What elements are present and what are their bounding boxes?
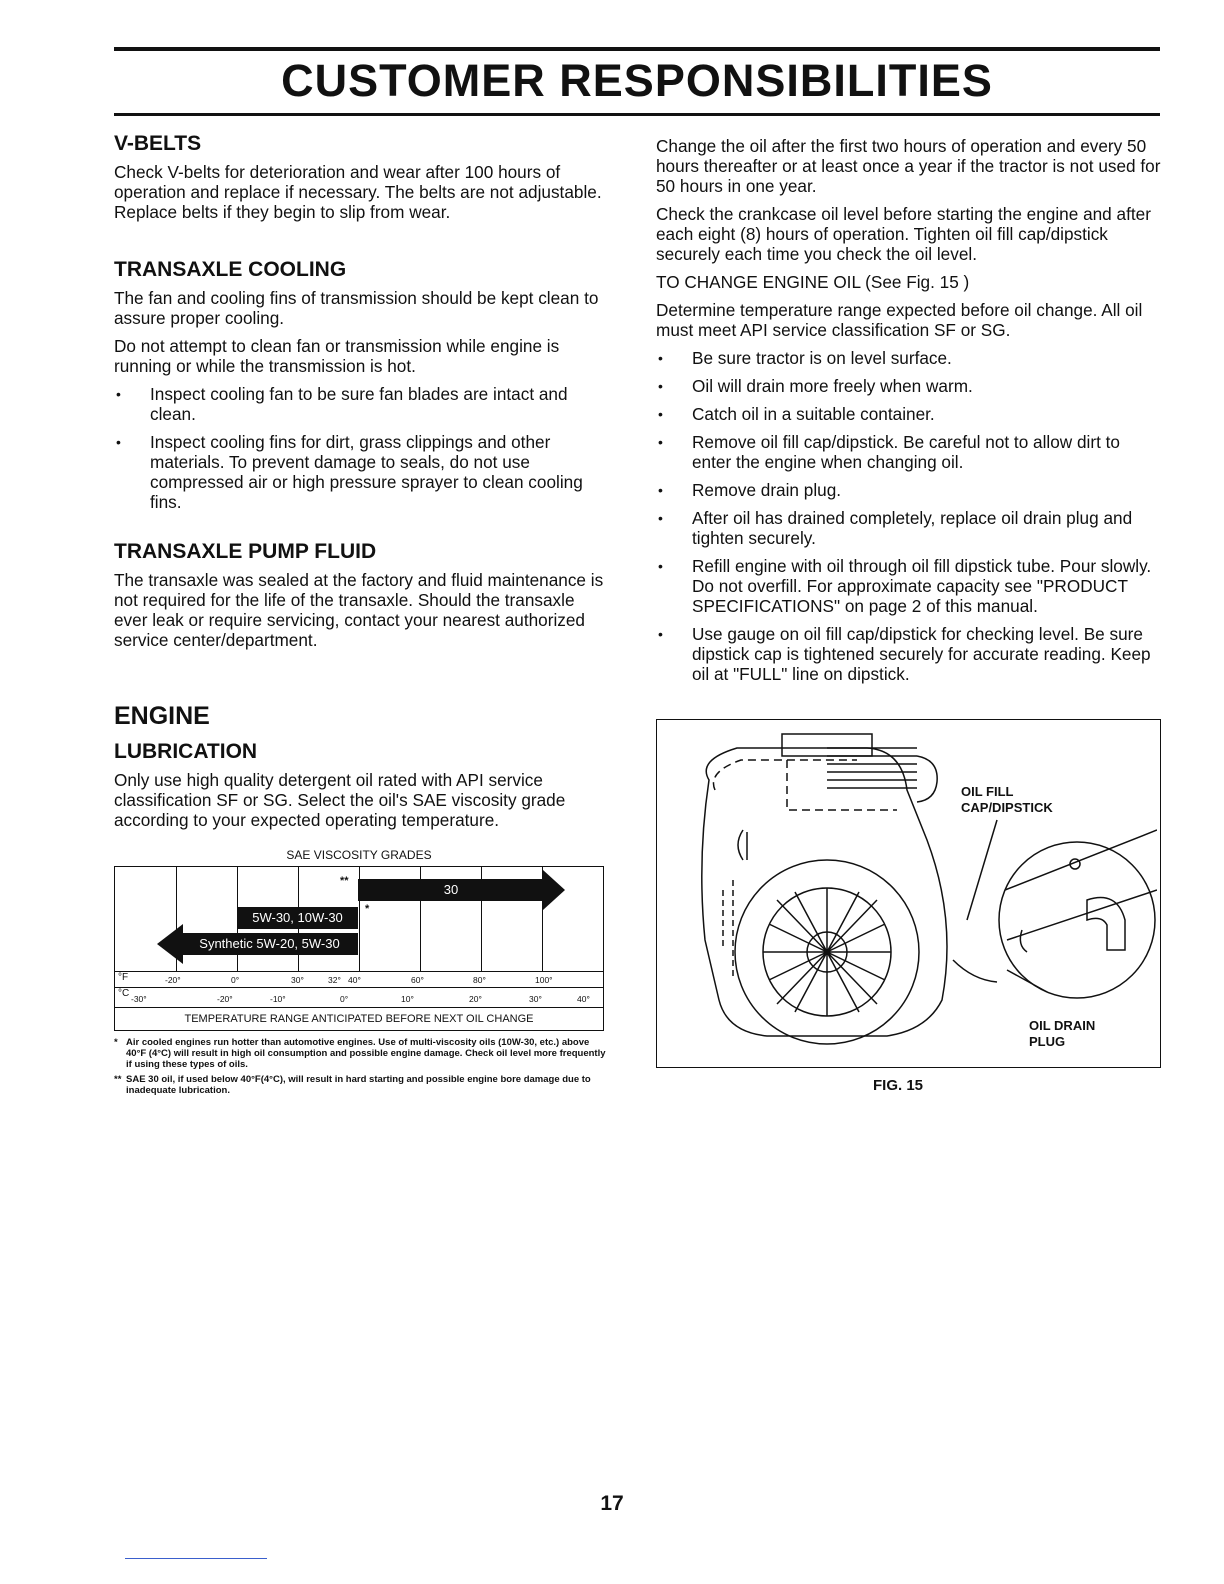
tick-label: -20° [217,994,233,1004]
title-rule-top [114,47,1160,51]
list-item: • Use gauge on oil fill cap/dipstick for checking level. Be sure dipstick cap is tightened securely for accurate reading. Keep oil at "FULL" line on dipstick. [656,624,1162,684]
oil-change-p1: Change the oil after the first two hours of operation and every 50 hours thereafter or at least once a year if the tractor is not used for 50 hours in one year. [656,136,1161,196]
note-item: ** SAE 30 oil, if used below 40°F(4°C), will result in hard starting and possible engine bore damage due to inadequate lubrication. [114,1074,591,1096]
cooling-p1: The fan and cooling fins of transmission should be kept clean to assure proper cooling. [114,288,599,328]
pump-text: The transaxle was sealed at the factory and fluid maintenance is not required for the life of the transaxle. Should the transaxle ever leak or require servicing, contact your nearest authorized service center/department. [114,570,604,650]
grid-line [115,1007,603,1008]
grid-line [115,971,603,972]
engine-heading: ENGINE [114,702,210,730]
grid-line [115,987,603,988]
page-number: 17 [600,1492,624,1515]
figure-caption: FIG. 15 [873,1077,924,1094]
celsius-unit: °C [118,988,130,999]
tick-label: -10° [270,994,286,1004]
oil-change-p2: Check the crankcase oil level before starting the engine and after each eight (8) hours of operation. Tighten oil fill cap/dipstick securely each time you check the oil level. [656,204,1151,264]
sae30-bar: 30 [358,879,544,901]
page-title: CUSTOMER RESPONSIBILITIES [281,55,993,106]
oil-drain-label: OIL DRAIN PLUG [1029,1018,1096,1049]
vbelts-heading: V-BELTS [114,132,202,155]
figure-15 [656,719,1161,1068]
tick-label: 32° [328,975,341,985]
viscosity-notes [114,1037,606,1096]
list-item: • Catch oil in a suitable container. [656,404,1162,424]
tick-label: 10° [401,994,414,1004]
tick-label: 100° [535,975,553,985]
cooling-p2: Do not attempt to clean fan or transmission while engine is running or while the transmission is hot. [114,336,560,376]
list-item: • Remove drain plug. [656,480,1162,500]
tick-label: 30° [529,994,542,1004]
list-item: • Oil will drain more freely when warm. [656,376,1162,396]
sae5w30-bar: 5W-30, 10W-30 [237,907,358,929]
note-item: * Air cooled engines run hotter than automotive engines. Use of multi-viscosity oils (10W-30, etc.) above 40°F (4°C) will result in high oil consumption and possible engine damage. Check oil level more frequently if using these types of oils. [114,1037,606,1070]
oil-change-bullets [656,348,1162,684]
tick-label: 40° [348,975,361,985]
vbelts-text: Check V-belts for deterioration and wear after 100 hours of operation and replace if necessary. The belts are not adjustable. Replace belts if they begin to slip from wear. [114,162,602,222]
cooling-bullets [114,384,606,512]
title-rule-bottom [114,113,1160,116]
left-column [114,132,606,1100]
oil-change-p4: Determine temperature range expected before oil change. All oil must meet API service classification SF or SG. [656,300,1143,340]
oil-fill-label: OIL FILL CAP/DIPSTICK [961,784,1053,815]
tick-label: 20° [469,994,482,1004]
synthetic-bar: Synthetic 5W-20, 5W-30 [181,933,358,955]
lubrication-text: Only use high quality detergent oil rated with API service classification SF or SG. Select the oil's SAE viscosity grade according to your expected operating temperature. [114,770,566,830]
footer-link-underline [125,1558,267,1559]
viscosity-chart [114,866,604,1031]
list-item: • Remove oil fill cap/dipstick. Be careful not to allow dirt to enter the engine when changing oil. [656,432,1162,472]
tick-label: -30° [131,994,147,1004]
lubrication-heading: LUBRICATION [114,740,258,763]
pump-heading: TRANSAXLE PUMP FLUID [114,540,377,563]
tick-label: 40° [577,994,590,1004]
viscosity-title: SAE VISCOSITY GRADES [286,848,432,862]
tick-label: 0° [340,994,349,1004]
list-item: • After oil has drained completely, replace oil drain plug and tighten securely. [656,508,1162,548]
double-asterisk-mark: ** [340,875,349,887]
tick-label: 30° [291,975,304,985]
list-item: • Inspect cooling fan to be sure fan blades are intact and clean. [114,384,606,424]
asterisk-mark: * [365,903,370,915]
fahrenheit-unit: °F [118,972,129,983]
tick-label: -20° [165,975,181,985]
arrow-right-icon [543,870,567,910]
cooling-heading: TRANSAXLE COOLING [114,258,347,281]
list-item: • Be sure tractor is on level surface. [656,348,1162,368]
right-column [656,136,1162,692]
list-item: • Refill engine with oil through oil fill dipstick tube. Pour slowly. Do not overfill. For approximate capacity see "PRODUCT SPECIFICATIONS" on page 2 of this manual. [656,556,1162,616]
tick-label: 80° [473,975,486,985]
engine-illustration [657,720,1157,1064]
arrow-left-icon [155,924,183,964]
temperature-caption: TEMPERATURE RANGE ANTICIPATED BEFORE NEXT OIL CHANGE [184,1013,534,1025]
tick-label: 60° [411,975,424,985]
oil-change-p3: TO CHANGE ENGINE OIL (See Fig. 15 ) [656,272,970,292]
tick-label: 0° [231,975,240,985]
list-item: • Inspect cooling fins for dirt, grass clippings and other materials. To prevent damage to seals, do not use compressed air or high pressure sprayer to clean cooling fins. [114,432,606,512]
